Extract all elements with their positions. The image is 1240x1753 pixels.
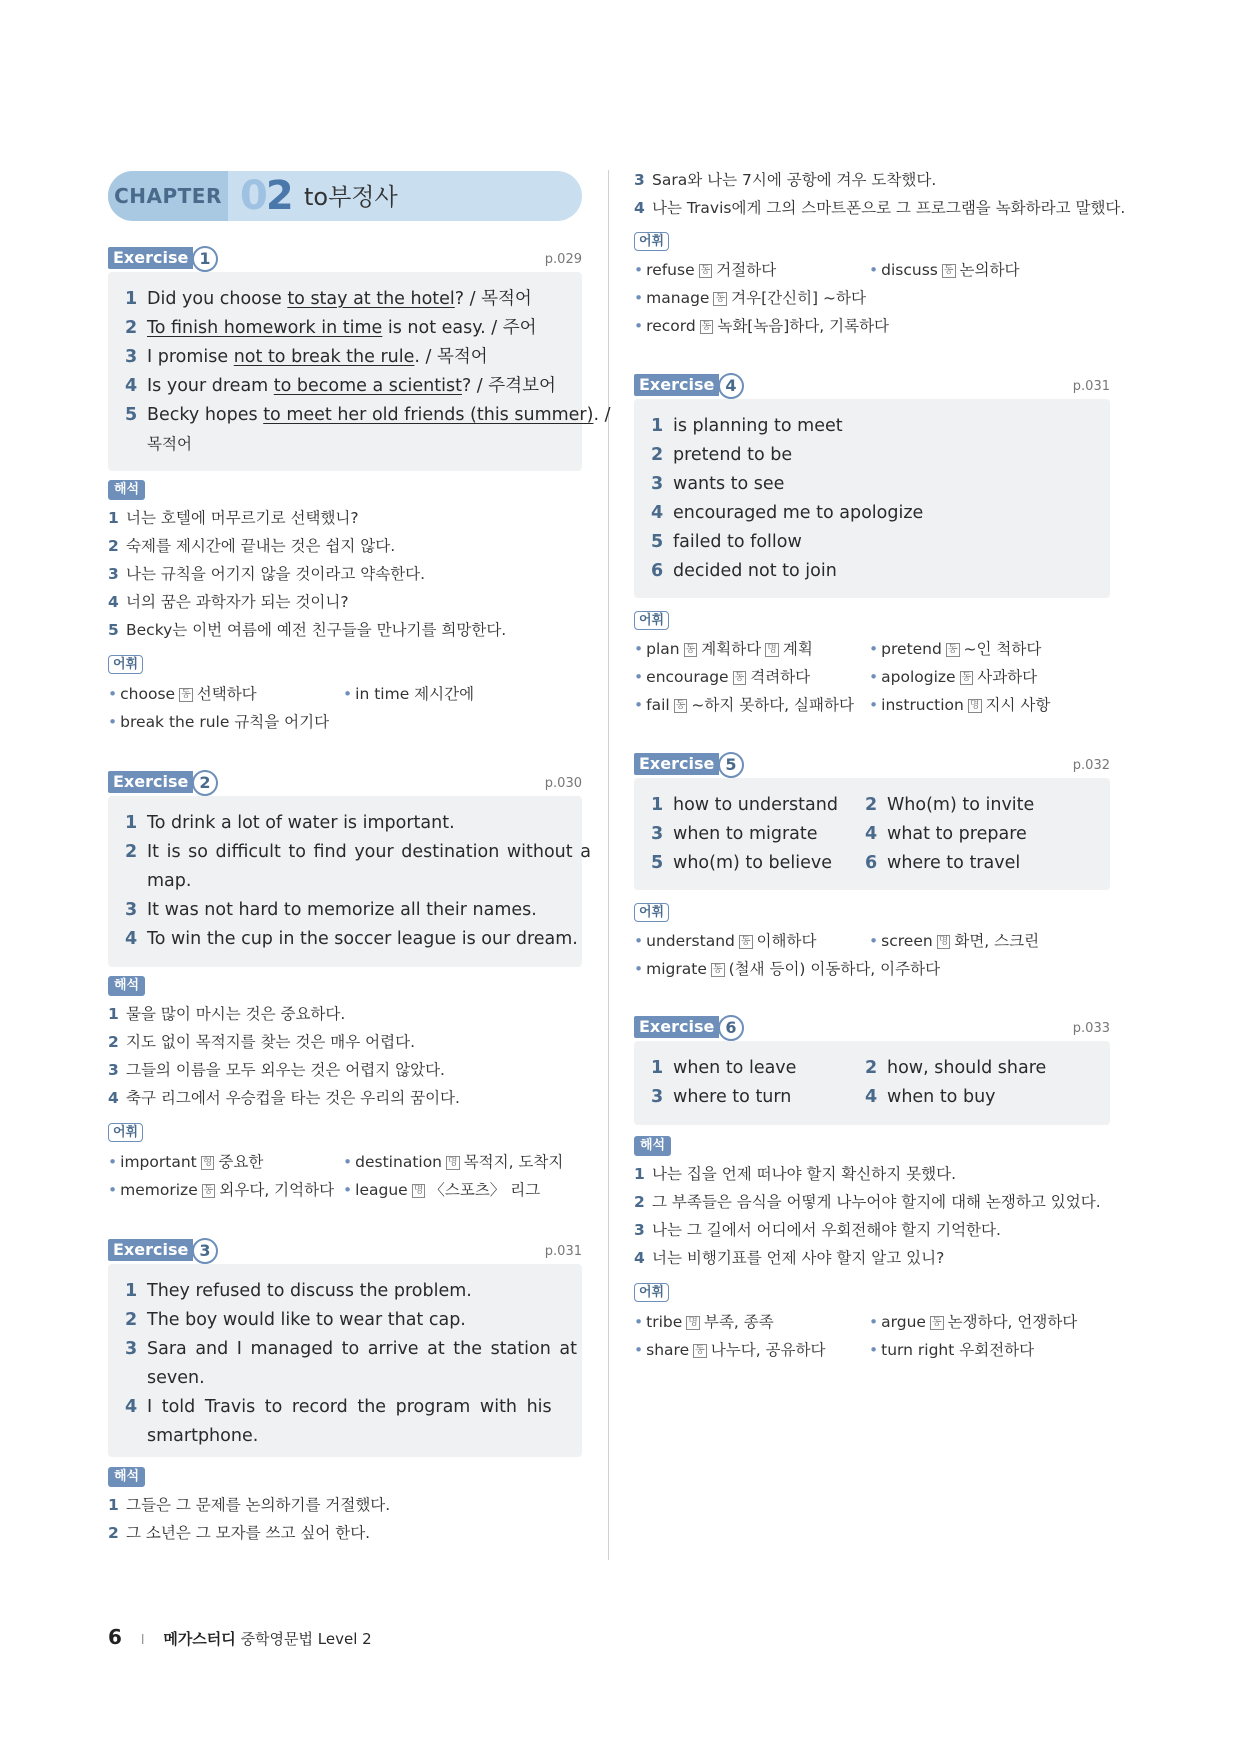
footer-separator: I [140,1633,145,1648]
answer-item: 6 where to travel [865,853,1021,873]
exercise-2-header [108,770,582,798]
exercise-tag: Exercise [108,247,193,269]
translation-line: 2 그 소년은 그 모자를 쓰고 싶어 한다. [108,1524,371,1542]
exercise-4-header [634,373,1110,401]
page-ref: p.033 [1072,1021,1110,1036]
vocab-item: • choose 동 선택하다 [108,685,257,703]
exercise-tag: Exercise [634,1016,719,1038]
answer-item: 3 when to migrate [651,824,818,844]
answer-item: 2 how, should share [865,1058,1047,1078]
exercise-3-header [108,1238,582,1266]
answer-item: 3 I promise not to break the rule. / 목적어 [125,347,488,367]
page-number: 6 [108,1625,122,1649]
translation-line: 2 그 부족들은 음식을 어떻게 나누어야 할지에 대해 논쟁하고 있었다. [634,1193,1101,1211]
vocab-item: • apologize 동 사과하다 [869,668,1038,686]
translation-line: 3 나는 그 길에서 어디에서 우회전해야 할지 기억한다. [634,1221,1001,1239]
exercise-number: 1 [192,246,218,272]
translation-line: 1 그들은 그 문제를 논의하기를 거절했다. [108,1496,391,1514]
translation-line: 4 너는 비행기표를 언제 사야 할지 알고 있니? [634,1249,945,1267]
exercise-tag: Exercise [634,753,719,775]
chapter-title: to부정사 [304,183,398,211]
vocab-item: • instruction 명 지시 사항 [869,696,1051,714]
exercise-6-header [634,1015,1110,1043]
translation-line: 3 Sara와 나는 7시에 공항에 겨우 도착했다. [634,171,937,189]
chapter-label: CHAPTER [108,171,228,221]
page-ref: p.030 [544,776,582,791]
exercise-number: 6 [718,1015,744,1041]
page-ref: p.029 [544,252,582,267]
vocab-item: • plan 동 계획하다 명 계획 [634,640,813,658]
answer-item: 2 To finish homework in time is not easy. / 주어 [125,318,537,338]
answer-item-continuation: smartphone. [147,1426,259,1446]
answer-item: 1 is planning to meet [651,416,843,436]
answer-item: 1 when to leave [651,1058,797,1078]
answer-item: 2 The boy would like to wear that cap. [125,1310,466,1330]
page-ref: p.032 [1072,758,1110,773]
answer-item: 1 how to understand [651,795,838,815]
answer-item: 5 failed to follow [651,532,802,552]
translation-line: 3 나는 규칙을 어기지 않을 것이라고 약속한다. [108,565,426,583]
vocab-item: • screen 명 화면, 스크린 [869,932,1040,950]
vocab-item: • tribe 명 부족, 종족 [634,1313,774,1331]
translation-line: 4 축구 리그에서 우승컵을 타는 것은 우리의 꿈이다. [108,1089,460,1107]
answer-item: 6 decided not to join [651,561,837,581]
vocab-item: • important 형 중요한 [108,1153,264,1171]
answer-item: 1 They refused to discuss the problem. [125,1281,472,1301]
vocab-item: • in time 제시간에 [343,685,475,703]
vocabulary-label: 어휘 [634,232,669,251]
vocab-item: • discuss 동 논의하다 [869,261,1020,279]
vocabulary-label: 어휘 [108,1123,143,1142]
vocab-item: • share 동 나누다, 공유하다 [634,1341,826,1359]
brand-name: 메가스터디 [163,1630,236,1648]
answer-item: 2 Who(m) to invite [865,795,1035,815]
answer-item: 2 pretend to be [651,445,793,465]
vocab-item: • break the rule 규칙을 어기다 [108,713,330,731]
vocab-item: • argue 동 논쟁하다, 언쟁하다 [869,1313,1078,1331]
vocab-item: • fail 동 ~하지 못하다, 실패하다 [634,696,854,714]
translation-line: 4 너의 꿈은 과학자가 되는 것이니? [108,593,349,611]
translation-line: 2 숙제를 제시간에 끝내는 것은 쉽지 않다. [108,537,396,555]
answer-item: 1 To drink a lot of water is important. [125,813,455,833]
vocab-item: • memorize 동 외우다, 기억하다 [108,1181,335,1199]
vocab-item: • league 명 〈스포츠〉 리그 [343,1181,541,1199]
answer-item: 1 Did you choose to stay at the hotel? / 목적어 [125,289,532,309]
exercise-tag: Exercise [108,771,193,793]
answer-item: 4 Is your dream to become a scientist? / 주격보어 [125,376,556,396]
vocab-item: • understand 동 이해하다 [634,932,817,950]
answer-item-continuation: 목적어 [147,435,192,453]
translation-line: 1 물을 많이 마시는 것은 중요하다. [108,1005,346,1023]
page-ref: p.031 [544,1244,582,1259]
vocab-item: • turn right 우회전하다 [869,1341,1035,1359]
answer-item: 3 It was not hard to memorize all their names. [125,900,537,920]
translation-line: 2 지도 없이 목적지를 찾는 것은 매우 어렵다. [108,1033,416,1051]
answer-item: 4 what to prepare [865,824,1027,844]
page-footer [108,1625,372,1649]
answer-item: 4 To win the cup in the soccer league is our dream. [125,929,578,949]
vocab-item: • manage 동 겨우[간신히] ~하다 [634,289,866,307]
book-title: 중학영문법 Level 2 [240,1630,372,1648]
exercise-5-header [634,752,1110,780]
translation-line: 5 Becky는 이번 여름에 예전 친구들을 만나기를 희망한다. [108,621,507,639]
vocabulary-label: 어휘 [634,1283,669,1302]
exercise-number: 2 [192,770,218,796]
answer-item-continuation: map. [147,871,192,891]
answer-item: 3 Sara and I managed to arrive at the station at [125,1339,577,1359]
page-ref: p.031 [1072,379,1110,394]
exercise-6-answer-box [634,1041,1110,1125]
column-divider [608,170,609,1560]
vocab-item: • pretend 동 ~인 척하다 [869,640,1042,658]
answer-item: 4 encouraged me to apologize [651,503,924,523]
vocabulary-label: 어휘 [634,903,669,922]
answer-item: 3 where to turn [651,1087,792,1107]
answer-item: 2 It is so difficult to find your destination without a [125,842,591,862]
chapter-banner [108,171,582,221]
exercise-number: 4 [718,373,744,399]
answer-item: 5 who(m) to believe [651,853,832,873]
answer-item-continuation: seven. [147,1368,205,1388]
translation-line: 4 나는 Travis에게 그의 스마트폰으로 그 프로그램을 녹화하라고 말했다. [634,199,1126,217]
exercise-tag: Exercise [108,1239,193,1261]
vocabulary-label: 어휘 [108,655,143,674]
answer-item: 5 Becky hopes to meet her old friends (this summer). / [125,405,611,425]
translation-line: 1 너는 호텔에 머무르기로 선택했니? [108,509,359,527]
translation-label: 해석 [108,1467,145,1487]
vocab-item: • record 동 녹화[녹음]하다, 기록하다 [634,317,890,335]
translation-label: 해석 [634,1136,671,1156]
exercise-tag: Exercise [634,374,719,396]
exercise-number: 5 [718,752,744,778]
translation-label: 해석 [108,480,145,500]
chapter-number: 02 [240,173,292,219]
vocab-item: • encourage 동 격려하다 [634,668,811,686]
vocab-item: • destination 명 목적지, 도착지 [343,1153,564,1171]
answer-item: 3 wants to see [651,474,785,494]
answer-item: 4 when to buy [865,1087,996,1107]
translation-line: 1 나는 집을 언제 떠나야 할지 확신하지 못했다. [634,1165,957,1183]
answer-item: 4 I told Travis to record the program with his [125,1397,552,1417]
vocab-item: • refuse 동 거절하다 [634,261,777,279]
translation-label: 해석 [108,976,145,996]
vocab-item: • migrate 동 (철새 등이) 이동하다, 이주하다 [634,960,941,978]
exercise-number: 3 [192,1238,218,1264]
vocabulary-label: 어휘 [634,611,669,630]
translation-line: 3 그들의 이름을 모두 외우는 것은 어렵지 않았다. [108,1061,445,1079]
exercise-1-header [108,246,582,274]
